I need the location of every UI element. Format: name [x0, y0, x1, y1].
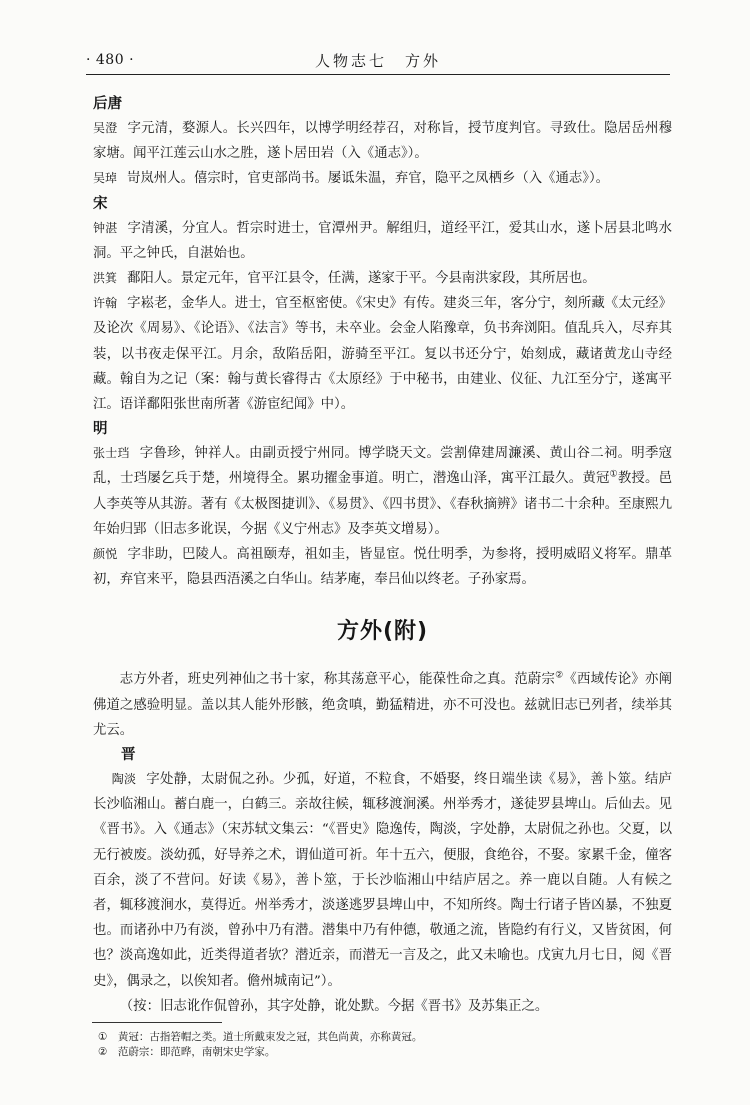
- main-text: [93, 92, 672, 1019]
- section-heading-ming: 明: [93, 421, 108, 438]
- main-heading: 方外(附): [336, 619, 429, 645]
- intro-paragraph: [93, 667, 672, 743]
- entry-name: 颜悦: [93, 547, 118, 562]
- entry-name: 张士珰: [93, 446, 130, 461]
- intro-text: 《西域传论》亦阐佛道之感验明显。盖以其人能外形骸，绝贪嗔，勤猛精进，亦不可没也。兹就旧志已列者，续举其尤云。: [93, 672, 673, 738]
- entry-text: 字处静，太尉侃之孙。少孤，好道，不粒食，不婚娶，终日端坐读《易》，善卜筮。结庐长沙临湘山。蓄白鹿一，白鹤三。亲故往候，辄移渡涧溪。州举秀才，遂徒罗县埤山。后仙去。见《晋书》。入《通志》（宋苏轼文集云：“《晋史》隐逸传，陶淡，字处静，太尉侃之孙也。父夏，以无行被废。淡幼孤，好导养之术，谓仙道可祈。年十五六，便服，食绝谷，不娶。家累千金，僮客百余，淡了不营问。好读《易》，善卜筮，于长沙临湘山中结庐居之。养一鹿以自随。人有候之者，辄移渡涧水，莫得近。州举秀才，淡遂逃罗县埤山中，不知所终。陶士行诸子皆凶暴，不独夏也。而诸孙中乃有淡，曾孙中乃有潜。潜集中乃有仲德，敬通之流，皆隐约有行义，又皆贫困，何也？淡高逸如此，近类得道者欤？潜近亲，而潜无一言及之，此又未喻也。戊寅九月七日，阅《晋史》，偶录之，以俟知者。儋州城南记”）。: [93, 772, 672, 989]
- entry-name: 钟湛: [93, 220, 118, 235]
- entry-name: 吴澄: [93, 121, 118, 135]
- entry-text: 字崧老，金华人。进士，官至枢密使。《宋史》有传。建炎三年，客分宁，刻所藏《太元经》及论次《周易》、《论语》、《法言》等书，未卒业。会金人陷豫章，负书奔浏阳。值乱兵入，尽弃其装，以书夜走保平江。月余，敌陷岳阳，游骑至平江。复以书还分宁，始刻成，藏诸黄龙山寺经藏。翰自为之记（案：翰与黄长睿得古《太原经》于中秘书，由建业、仪征、九江至分宁，遂寓平江。语详鄱阳张世南所著《游宦纪闻》中）。: [93, 296, 672, 413]
- footnote-mark-1: ①: [609, 469, 618, 480]
- entry-text: 字非助，巴陵人。高祖颐寿，祖如圭，皆显宦。悦仕明季，为参将，授明威昭义将军。鼎革初，弃官来平，隐县西浯溪之白华山。结茅庵，奉吕仙以终老。子孙家焉。: [93, 547, 672, 588]
- entry-name: 吴琸: [93, 171, 118, 186]
- entry-text: 岢岚州人。僖宗时，官吏部尚书。屡诋朱温，弃官，隐平之凤栖乡（入《通志》）。: [127, 171, 610, 187]
- footnote-1: ① 黄冠：古指箬帽之类。道士所戴束发之冠，其色尚黄，亦称黄冠。: [98, 1031, 423, 1043]
- footnote-rule: [92, 1022, 222, 1023]
- intro-text: 志方外者，班史列神仙之书十家，称其荡意平心，能葆性命之真。范蔚宗: [119, 672, 556, 688]
- entry-text: 鄱阳人。景定元年，官平江县令，任满，遂家于平。今县南洪家段，其所居也。: [127, 271, 596, 287]
- entry-name: 陶淡: [111, 772, 137, 787]
- running-header: [86, 50, 670, 75]
- entry-name: 许翰: [93, 296, 118, 311]
- footnote-mark-2: ②: [555, 670, 564, 681]
- entry-wu-zhuo: [93, 166, 672, 191]
- entry-text: 字元清，婺源人。长兴四年，以博学明经荐召，对称旨，授节度判官。寻致仕。隐居岳州穆家塘。闻平江莲云山水之胜，遂卜居田岩（入《通志》）。: [93, 121, 672, 162]
- editor-note: （按：旧志讹作侃曾孙，其字处静，讹处默。今据《晋书》及苏集正之。: [119, 998, 549, 1014]
- entry-text: 教授。邑人李英等从其游。著有《太极图捷训》、《易贯》、《四书贯》、《春秋摘辨》诸书二十余种。至康熙九年始归郢（旧志多讹误，今据《义宁州志》及李英文增易）。: [93, 471, 672, 537]
- footnotes: [98, 1030, 670, 1060]
- footnote-2: ② 范蔚宗：即范晔，南朝宋史学家。: [98, 1046, 276, 1058]
- section-heading-song: 宋: [93, 195, 108, 212]
- entry-zhong-zhan: [93, 216, 672, 266]
- entry-xu-han: [93, 291, 672, 417]
- entry-text: 字鲁珍，钟祥人。由副贡授宁州同。博学晓天文。尝割偉建周濂溪、黄山谷二祠。明季寇乱，士珰屡乞兵于楚，州境得全。累功擢金事道。明亡，潜逸山泽，寓平江最久。黄冠: [93, 446, 672, 487]
- page-number: · 480 ·: [86, 52, 135, 68]
- entry-text: 字清溪，分宜人。哲宗时进士，官潭州尹。解组归，道经平江，爱其山水，遂卜居县北鸣水洞。平之钟氏，自湛始也。: [93, 220, 672, 261]
- entry-wu-cheng: [93, 116, 672, 166]
- section-heading-jin: 晋: [121, 747, 136, 764]
- section-heading-houtang: 后唐: [93, 96, 122, 112]
- entry-yan-yue: [93, 542, 672, 592]
- entry-hong-ji: [93, 266, 672, 291]
- entry-zhang-shidang: [93, 441, 672, 542]
- header-title: 人物志七 方外: [314, 52, 441, 70]
- entry-name: 洪箕: [93, 271, 118, 286]
- entry-tao-dan: [93, 767, 672, 994]
